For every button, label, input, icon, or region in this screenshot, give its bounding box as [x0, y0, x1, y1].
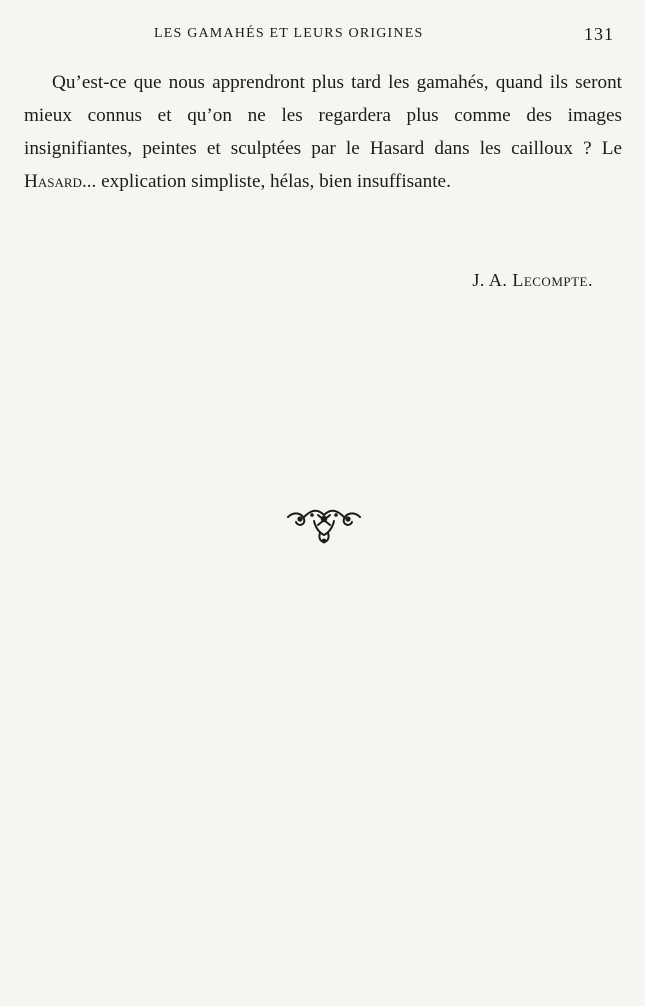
author-signature — [472, 270, 593, 291]
page-number: 131 — [584, 24, 614, 44]
running-title: LES GAMAHÉS ET LEURS ORIGINES — [154, 26, 424, 41]
emphasis-word: Hasard — [24, 171, 82, 192]
body-paragraph — [24, 66, 622, 198]
paragraph-text-end: ... explication simpliste, hélas, bien insuffisante. — [81, 171, 451, 192]
signature-initials: J. A. — [472, 270, 513, 290]
floral-vignette-icon — [284, 503, 364, 551]
running-header — [24, 26, 622, 50]
paragraph-text-start: Qu’est-ce que nous apprendront plus tard les gamahés, quand ils seront mieux connus et qu’on ne les regardera plus comme des images insignifiantes, peintes et sculptées par le Hasard dans les cailloux ? Le — [24, 72, 622, 159]
signature-surname: Lecompte. — [512, 270, 593, 290]
